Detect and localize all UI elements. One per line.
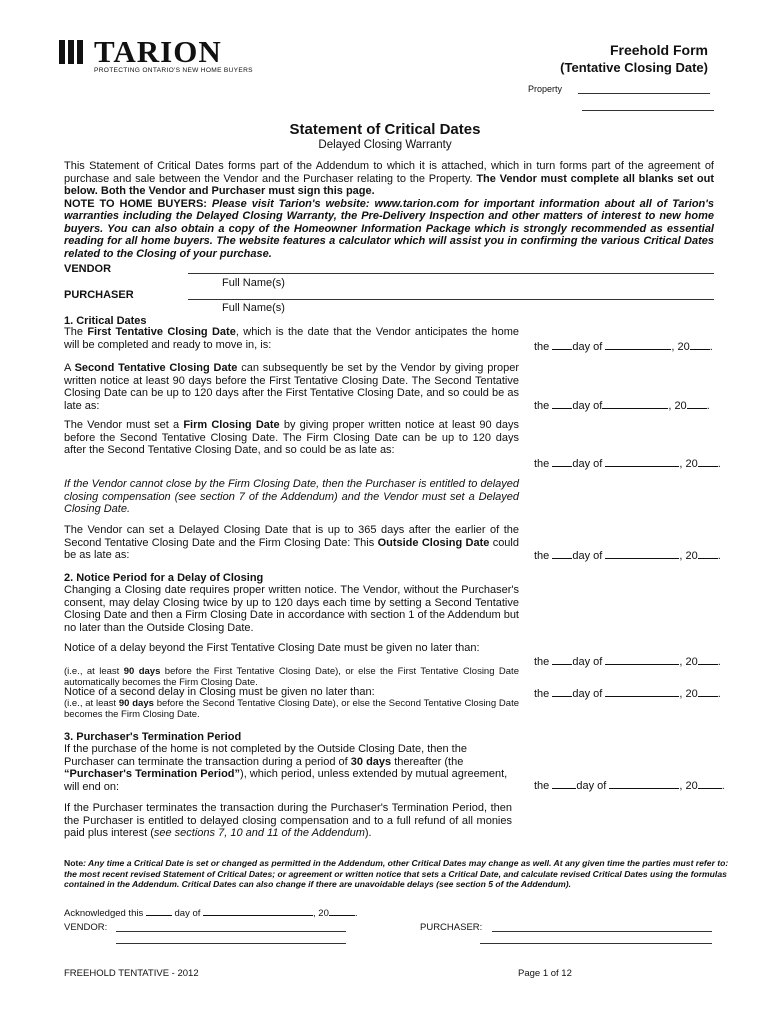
intro-text: This Statement of Critical Dates forms part of the Addendum to which it is attached, which in turn forms part of the agreement of purchase and sale between the Vendor and the Purchaser relating to the Property. xyxy=(64,160,714,185)
intro-bold-text: The Vendor must complete all blanks set out below. Both the Vendor and Purchaser must sign this page. xyxy=(64,172,714,197)
form-title: Freehold Form xyxy=(609,42,708,58)
purchaser-full-names-caption: Full Name(s) xyxy=(222,302,285,314)
page-subtitle: Delayed Closing Warranty xyxy=(318,139,452,151)
section2-paragraph: Changing a Closing date requires proper written notice. The Vendor, without the Purchaser's consent, may delay Closing twice by up to 120 days each time by setting a Second Tentative Closing Date and then a Firm Closing Date in accordance with section 1 of the Addendum but no later than the Outside Closing Date. xyxy=(64,584,519,634)
vendor-signature-line-2[interactable] xyxy=(116,943,346,944)
second-tentative-date-field[interactable]: the day of , 20 . xyxy=(534,400,710,412)
property-field-line-1[interactable] xyxy=(578,93,710,94)
purchaser-signature-label: PURCHASER: xyxy=(420,922,483,933)
intro-paragraph xyxy=(64,160,714,260)
form-subtitle: (Tentative Closing Date) xyxy=(560,60,708,75)
first-delay-notice-small: (i.e., at least 90 days before the First Tentative Closing Date), or else the First Tentative Closing Date automatically becomes the Firm Closing Date. xyxy=(64,666,519,688)
property-field-line-2[interactable] xyxy=(582,110,714,111)
second-delay-notice-date-field[interactable]: the day of , 20 . xyxy=(534,688,721,700)
section2-heading: 2. Notice Period for a Delay of Closing xyxy=(64,572,264,584)
footer-form-id: FREEHOLD TENTATIVE - 2012 xyxy=(64,968,199,979)
first-tentative-text: The First Tentative Closing Date, which is the date that the Vendor anticipates the home will be completed and ready to move in, is: xyxy=(64,326,520,351)
outside-closing-text: The Vendor can set a Delayed Closing Date that is up to 365 days after the earlier of the Second Tentative Closing Date and the Firm Closing Date: This Outside Closing Date could be as late as: xyxy=(64,524,519,561)
purchaser-name-field[interactable] xyxy=(188,299,714,300)
vendor-full-names-caption: Full Name(s) xyxy=(222,277,285,289)
termination-refund-text: If the Purchaser terminates the transaction during the Purchaser's Termination Period, then the Purchaser is entitled to delayed closing compensation and to a full refund of all monies paid plus interest (see sections 7, 10 and 11 of the Addendum). xyxy=(64,802,512,839)
firm-closing-text: The Vendor must set a Firm Closing Date by giving proper written notice at least 90 days before the Second Tentative Closing Date. The Firm Closing Date can be up to 120 days after the Second Tentative Closing Date, and so could be as late as: xyxy=(64,419,520,456)
firm-closing-date-field[interactable]: the day of , 20 . xyxy=(534,458,721,470)
termination-period-text: If the purchase of the home is not completed by the Outside Closing Date, then the Purchaser can terminate the transaction during a period of 30 days thereafter (the “Purchaser's Termination Period”), which period, unless extended by mutual agreement, will end on: xyxy=(64,743,508,793)
acknowledged-line[interactable]: Acknowledged this day of , 20 . xyxy=(64,908,358,919)
first-tentative-date-field[interactable]: the day of , 20 . xyxy=(534,341,713,353)
note-text: Please visit Tarion's website: www.tarion.com for important information about all of Tarion's warranties including the Delayed Closing Warranty, the Pre-Delivery Inspection and other matters of interest to new home buyers. You can also obtain a copy of the Homeowner Information Package which is strongly recommended as essential reading for all home buyers. The website features a calculator which will assist you in confirming the various Critical Dates related to the Closing of your purchase. xyxy=(64,197,715,260)
property-label: Property xyxy=(528,84,563,94)
logo-wordmark: TARION xyxy=(94,34,222,69)
purchaser-signature-line-2[interactable] xyxy=(480,943,712,944)
tarion-logo-bars-icon xyxy=(59,40,83,64)
page-title: Statement of Critical Dates xyxy=(289,121,481,138)
termination-period-date-field[interactable]: the day of , 20 . xyxy=(534,780,725,792)
footer-page-number: Page 1 of 12 xyxy=(518,968,572,979)
vendor-signature-line-1[interactable] xyxy=(116,931,346,932)
second-delay-notice-small: (i.e., at least 90 days before the Second Tentative Closing Date), or else the Second Tentative Closing Date becomes the Firm Closing Date. xyxy=(64,698,519,720)
purchaser-label: PURCHASER xyxy=(64,289,134,301)
logo-tagline: PROTECTING ONTARIO'S NEW HOME BUYERS xyxy=(94,67,253,74)
vendor-label: VENDOR xyxy=(64,263,112,275)
purchaser-signature-line-1[interactable] xyxy=(492,931,712,932)
first-delay-notice-text: Notice of a delay beyond the First Tentative Closing Date must be given no later than: xyxy=(64,642,480,654)
vendor-name-field[interactable] xyxy=(188,273,714,274)
section3-heading: 3. Purchaser's Termination Period xyxy=(64,731,242,743)
vendor-signature-label: VENDOR: xyxy=(64,922,108,933)
first-delay-notice-date-field[interactable]: the day of , 20 . xyxy=(534,656,721,668)
critical-dates-note: Note: Any time a Critical Date is set or changed as permitted in the Addendum, other Critical Dates may change as well. At any given time the parties must refer to: the most recent revised Statement of Critical Dates; or agreement or written notice that sets a Critical Date, and calculate revised Critical Dates using the formulas contained in the Addendum. Critical Dates can also change if there are unavoidable delays (see section 5 of the Addendum). xyxy=(64,858,729,889)
second-tentative-text: A Second Tentative Closing Date can subsequently be set by the Vendor by giving proper written notice at least 90 days before the First Tentative Closing Date. The Second Tentative Closing Date can be up to 120 days after the First Tentative Closing Date, and so could be as late as: xyxy=(64,362,519,412)
section1-heading: 1. Critical Dates xyxy=(64,315,147,327)
delayed-closing-italic-note: If the Vendor cannot close by the Firm Closing Date, then the Purchaser is entitled to delayed closing compensation (see section 7 of the Addendum) and the Vendor must set a Delayed Closing Date. xyxy=(64,478,519,515)
second-delay-notice-text: Notice of a second delay in Closing must be given no later than: xyxy=(64,686,375,698)
note-label: NOTE TO HOME BUYERS: xyxy=(64,197,207,210)
outside-closing-date-field[interactable]: the day of , 20 . xyxy=(534,550,721,562)
